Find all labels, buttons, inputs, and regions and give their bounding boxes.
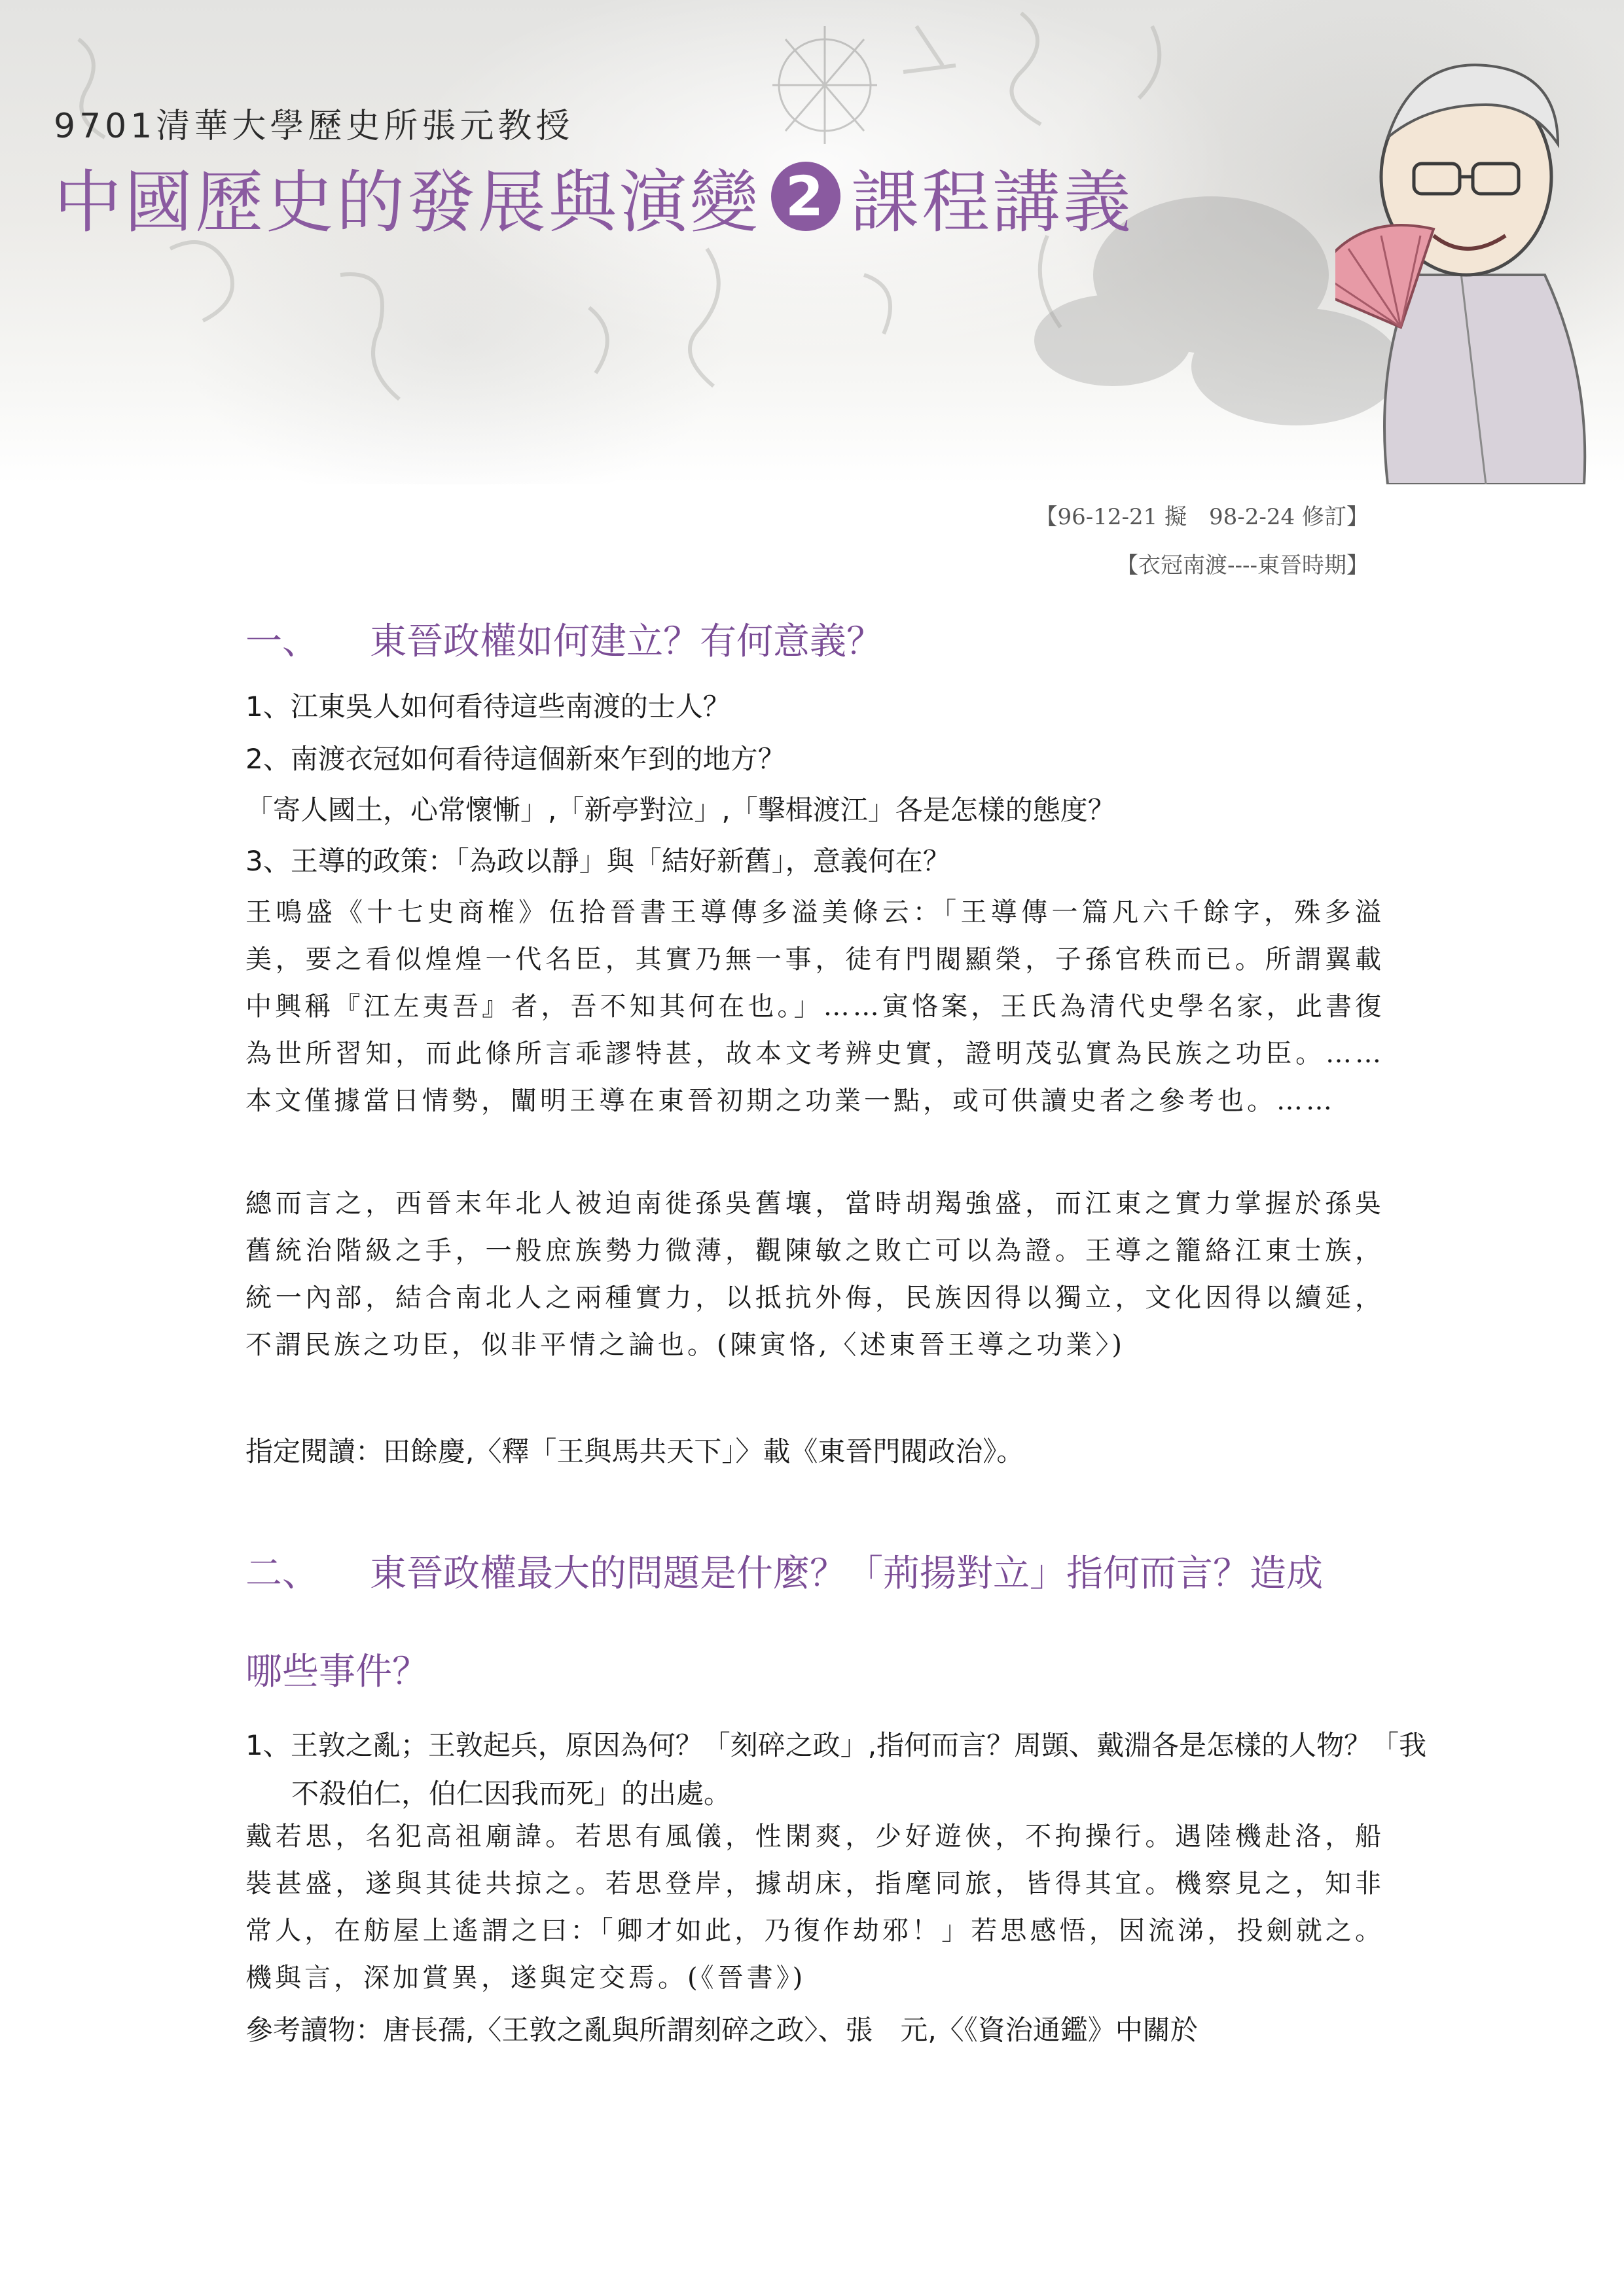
- question-2-1: 1、王敦之亂；王敦起兵，原因為何？「刻碎之政」,指何而言？周顗、戴淵各是怎樣的人物？「我不殺伯仁，伯仁因我而死」的出處。: [245, 1729, 1427, 1810]
- section-2-number: 二、: [245, 1552, 319, 1595]
- question-1-2: 2、南渡衣冠如何看待這個新來乍到的地方？: [245, 743, 785, 775]
- course-title-suffix: 課程講義: [851, 162, 1134, 242]
- question-1-2-detail: 「寄人國土，心常懷慚」,「新亭對泣」,「擊楫渡江」各是怎樣的態度？: [245, 794, 1115, 826]
- period-topic: 【衣冠南渡----東晉時期】: [1116, 552, 1369, 579]
- section-1-title: 東晉政權如何建立？有何意義？: [370, 620, 883, 663]
- section-2-title-line1: 東晉政權最大的問題是什麼？「荊揚對立」指何而言？造成: [370, 1552, 1323, 1595]
- question-1-3: 3、王導的政策：「為政以靜」與「結好新舊」，意義何在？: [245, 845, 950, 877]
- section-2-heading-cont: 哪些事件？: [245, 1651, 429, 1693]
- caricature-portrait-icon: [1335, 39, 1623, 484]
- reference-reading: 參考讀物：唐長孺,〈王敦之亂與所謂刻碎之政〉、張 元,〈《資治通鑑》中關於: [245, 2014, 1198, 2046]
- section-1-number: 一、: [245, 620, 319, 663]
- section-2-heading: [245, 1545, 1384, 1597]
- section-1-heading: [245, 613, 1384, 665]
- quote-jinshu-dai-ruosi: 戴若思，名犯高祖廟諱。若思有風儀，性閑爽，少好遊俠，不拘操行。遇陸機赴洛，船裝甚盛，遂與其徒共掠之。若思登岸，據胡床，指麾同旅，皆得其宜。機察見之，知非常人，在舫屋上遙謂之曰：「卿才如此，乃復作劫邪！」若思感悟，因流涕，投劍就之。機與言，深加賞異，遂與定交焉。(《晉書》): [245, 1821, 1384, 1993]
- course-title: [54, 157, 1134, 242]
- revision-dates: 【96-12-21 擬 98-2-24 修訂】: [1035, 504, 1369, 530]
- course-code: 9701清華大學歷史所張元教授: [54, 107, 574, 146]
- course-banner: [0, 0, 1624, 484]
- course-title-main: 中國歷史的發展與演變: [54, 162, 761, 242]
- assigned-reading: 指定閱讀：田餘慶,〈釋「王與馬共天下」〉載《東晉門閥政治》。: [245, 1435, 1024, 1467]
- question-1-1: 1、江東吳人如何看待這些南渡的士人？: [245, 691, 731, 723]
- quote-chen-yinke: 總而言之，西晉末年北人被迫南徙孫吳舊壤，當時胡羯強盛，而江東之實力掌握於孫吳舊統治階級之手，一般庶族勢力微薄，觀陳敏之敗亡可以為證。王導之籠絡江東士族，統一內部，結合南北人之兩種實力，以抵抗外侮，民族因得以獨立，文化因得以續延，不謂民族之功臣，似非平情之論也。(陳寅恪,〈述東晉王導之功業〉): [245, 1189, 1384, 1360]
- course-number-badge: 2: [771, 162, 840, 231]
- quote-wang-mingsheng: 王鳴盛《十七史商榷》伍拾晉書王導傳多溢美條云：「王導傳一篇凡六千餘字，殊多溢美，要之看似煌煌一代名臣，其實乃無一事，徒有門閥顯榮，子孫官秩而已。所謂翼載中興稱『江左夷吾』者，吾不知其何在也。」……寅恪案，王氏為清代史學名家，此書復為世所習知，而此條所言乖謬特甚，故本文考辨史實，證明茂弘實為民族之功臣。……本文僅據當日情勢，闡明王導在東晉初期之功業一點，或可供讀史者之參考也。……: [245, 897, 1384, 1116]
